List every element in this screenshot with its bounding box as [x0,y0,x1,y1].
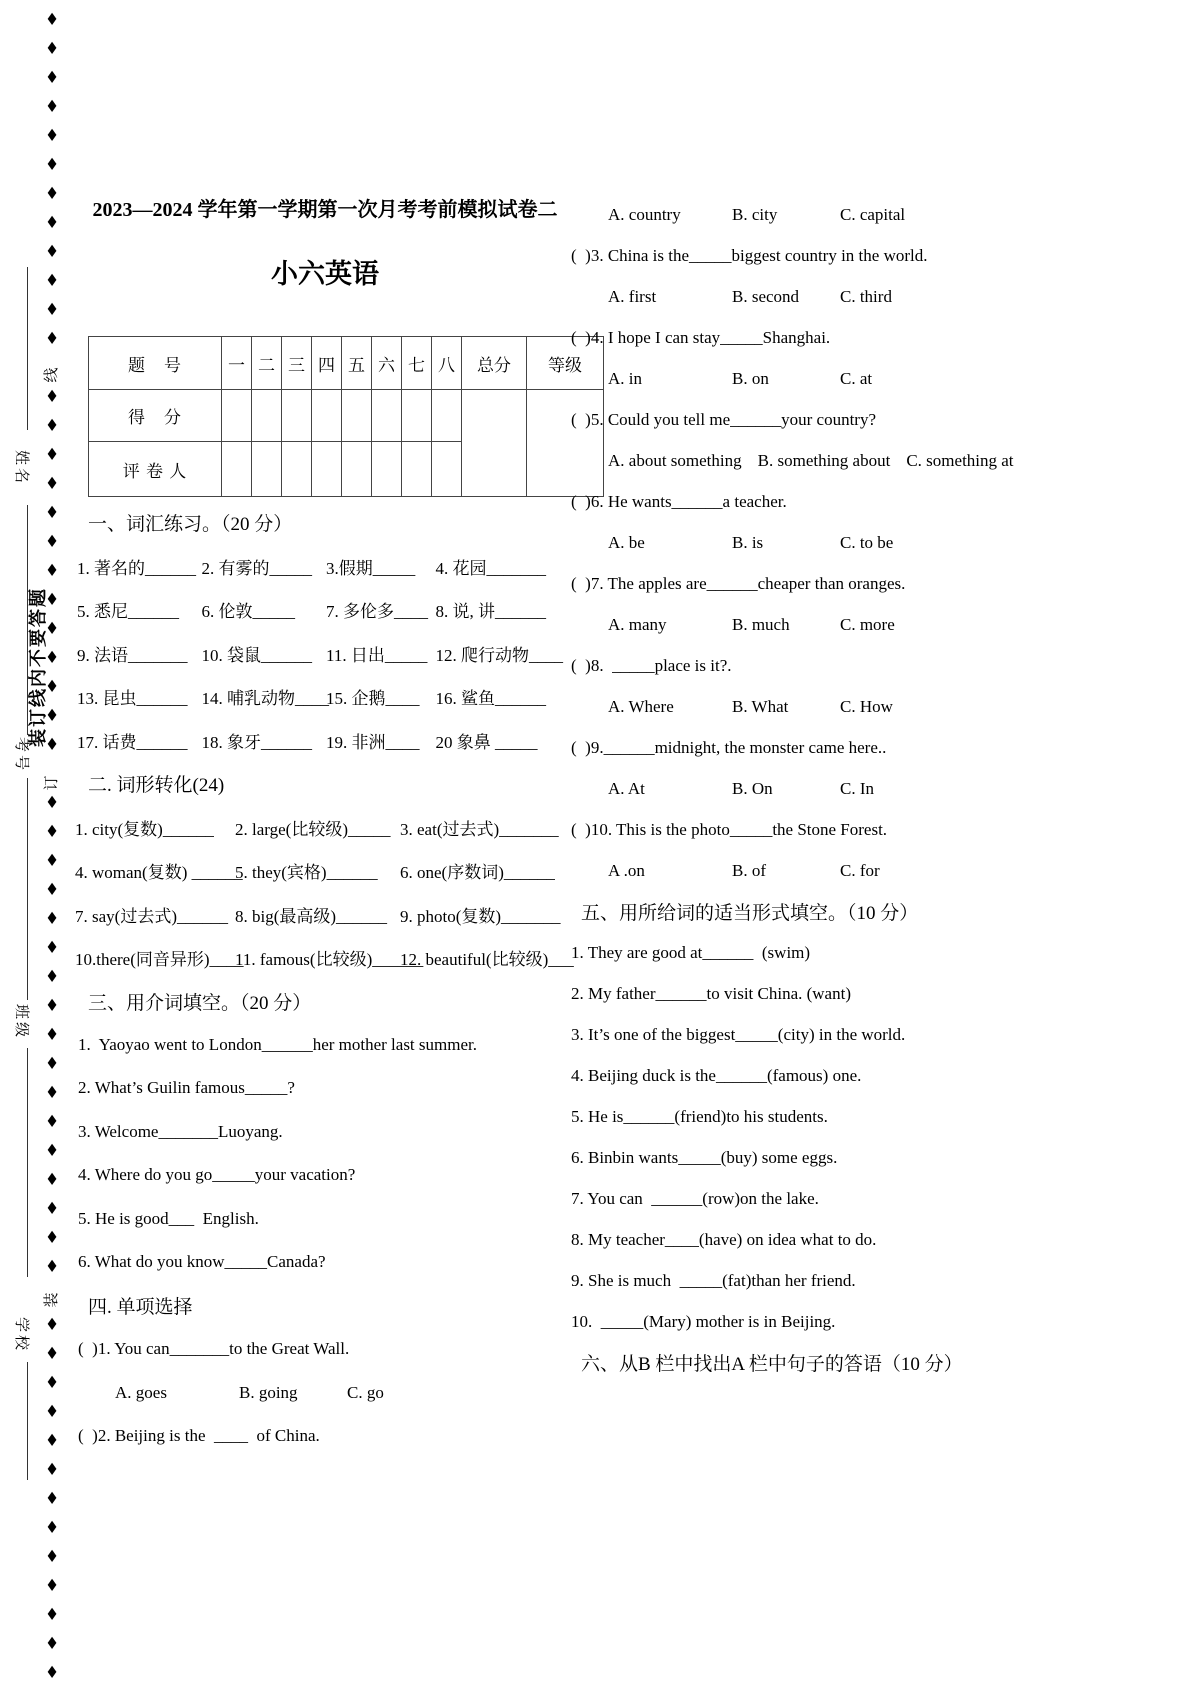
score-cell [252,390,282,442]
score-row-label: 得 分 [89,390,222,442]
binding-diamond-icon: ◆ [47,1199,57,1216]
score-cell [252,442,282,497]
score-table-header-cell: 八 [432,337,462,390]
binding-diamond-icon: ◆ [47,1634,57,1651]
question-line: 7. You can ______(row)on the lake. [571,1188,819,1208]
question-line: 3. Welcome_______Luoyang. [78,1121,283,1141]
mcq-stem: ( )9.______midnight, the monster came here.. [571,737,887,757]
vocab-row [75,545,575,589]
binding-diamond-icon: ◆ [47,474,57,491]
binding-diamond-icon: ◆ [47,909,57,926]
option: A. in [608,368,642,388]
score-table-header-cell: 三 [282,337,312,390]
mcq-stem: ( )3. China is the_____biggest country in the world. [571,245,928,265]
score-row-label: 评 卷 人 [89,442,222,497]
option: B. is [732,532,764,552]
blank-item: 9. photo(复数)_______ [400,906,561,926]
binding-diamond-icon: ◆ [47,416,57,433]
score-cell [342,442,372,497]
score-cell [222,390,252,442]
option: A. country [608,204,681,224]
section-heading: 五、用所给词的适当形式填空。（10 分） [581,903,919,924]
mcq-stem: ( )5. Could you tell me______your country? [571,409,877,429]
score-cell [312,442,342,497]
fold-writing-line [27,505,28,735]
score-table-header-cell: 四 [312,337,342,390]
binding-diamond-icon: ◆ [47,1518,57,1535]
option: A. first [608,286,657,306]
binding-diamond-icon: ◆ [47,1402,57,1419]
score-cell [432,390,462,442]
option: A. At [608,778,645,798]
question-line: 3. It’s one of the biggest_____(city) in the world. [571,1024,906,1044]
binding-diamond-icon: ◆ [47,1170,57,1187]
option: C. more [840,614,895,634]
binding-diamond-icon: ◆ [47,1025,57,1042]
options-row [568,604,1038,645]
blank-item: 19. 非洲____ [326,732,420,752]
wordform-row [75,936,575,980]
section-heading: 六、从B 栏中找出A 栏中句子的答语（10 分） [581,1354,963,1375]
option: B. On [732,778,773,798]
blank-item: 11. 日出_____ [326,645,428,665]
option: C. at [840,368,873,388]
binding-diamond-icon: ◆ [47,184,57,201]
blank-item: 14. 哺乳动物____ [201,689,329,709]
blank-item: 10. 袋鼠______ [201,645,312,665]
blank-item: 3.假期_____ [326,558,416,578]
binding-diamond-icon: ◆ [47,1576,57,1593]
binding-diamond-icon: ◆ [47,880,57,897]
blank-item: 13. 昆虫______ [77,689,188,709]
binding-notice: 装订线内不要答题 [28,587,48,747]
binding-diamond-icon: ◆ [47,1112,57,1129]
binding-diamond-icon: ◆ [47,648,57,665]
blank-item: 7. say(过去式)______ [75,906,228,926]
binding-margin [0,0,70,1684]
mcq-stem: ( )7. The apples are______cheaper than oranges. [571,573,906,593]
question-line: 6. Binbin wants_____(buy) some eggs. [571,1147,838,1167]
section-heading: 四. 单项选择 [88,1297,193,1319]
blank-item: 9. 法语_______ [77,645,188,665]
options-row [568,194,1038,235]
binding-diamond-icon: ◆ [47,677,57,694]
binding-diamond-icon: ◆ [47,561,57,578]
option: A. about something [608,450,742,470]
blank-item: 16. 鲨鱼______ [435,689,547,709]
binding-diamond-icon: ◆ [47,793,57,810]
blank-item: 10.there(同音异形)____ [75,950,244,970]
vocab-row [75,719,575,763]
binding-diamond-icon: ◆ [47,735,57,752]
option: C. third [840,286,892,306]
question-line: 4. Where do you go_____your vacation? [78,1165,356,1185]
option: B. second [732,286,800,306]
binding-line-char: 线 [44,367,60,383]
binding-diamond-icon: ◆ [47,619,57,636]
question-line: 1. They are good at______ (swim) [571,942,811,962]
wordform-row [75,806,575,850]
binding-line-char: 装 [44,1292,60,1308]
blank-item: 6. 伦敦_____ [201,602,295,622]
binding-diamond-icon: ◆ [47,1663,57,1680]
binding-diamond-icon: ◆ [47,1228,57,1245]
binding-diamond-icon: ◆ [47,329,57,346]
binding-diamond-icon: ◆ [47,1257,57,1274]
binding-diamond-icon: ◆ [47,996,57,1013]
section-heading: 三、用介词填空。（20 分） [88,992,312,1014]
options-row [75,1371,575,1415]
binding-diamond-icon: ◆ [47,213,57,230]
blank-item: 4. 花园_______ [435,558,547,578]
wordform-row [75,849,575,893]
binding-diamond-icon: ◆ [47,126,57,143]
score-cell [372,442,402,497]
mcq-stem: ( )4. I hope I can stay_____Shanghai. [571,327,831,347]
option: A. goes [115,1382,167,1402]
blank-item: 5. they(宾格)______ [235,863,378,883]
score-table-header-cell: 一 [222,337,252,390]
blank-item: 3. eat(过去式)_______ [400,819,559,839]
score-cell [402,390,432,442]
mcq-stem: ( )10. This is the photo_____the Stone Forest. [571,819,888,839]
binding-diamond-icon: ◆ [47,532,57,549]
options-row [568,522,1038,563]
blank-item: 20 象鼻 _____ [435,732,538,752]
question-line: 8. My teacher____(have) on idea what to do. [571,1229,877,1249]
left-column [75,192,582,1458]
blank-item: 2. large(比较级)_____ [235,819,391,839]
binding-diamond-icon: ◆ [47,1141,57,1158]
option: A. Where [608,696,674,716]
binding-diamond-icon: ◆ [47,242,57,259]
score-cell [402,442,432,497]
option: C. How [840,696,893,716]
wordform-row [75,893,575,937]
blank-item: 1. 著名的______ [77,558,196,578]
option: B. of [732,860,766,880]
option: B. What [732,696,789,716]
score-cell [432,442,462,497]
fold-label: 学校 [13,1316,29,1353]
mcq-stem: ( )1. You can_______to the Great Wall. [78,1339,350,1359]
score-table-header-cell: 总分 [462,337,527,390]
section-heading: 二. 词形转化(24) [88,775,225,797]
blank-item: 6. one(序数词)______ [400,863,555,883]
blank-item: 8. 说, 讲______ [435,602,547,622]
question-line: 2. What’s Guilin famous_____? [78,1078,295,1098]
binding-diamond-icon: ◆ [47,97,57,114]
options-row [568,686,1038,727]
fold-writing-line [27,1362,28,1480]
blank-item: 4. woman(复数) ______ [75,863,243,883]
binding-diamond-icon: ◆ [47,387,57,404]
mcq-stem: ( )8. _____place is it?. [571,655,732,675]
mcq-stem: ( )6. He wants______a teacher. [571,491,787,511]
binding-diamond-icon: ◆ [47,1373,57,1390]
option: B. something about [757,450,891,470]
vocab-row [75,632,575,676]
options-row [568,768,1038,809]
question-line: 5. He is______(friend)to his students. [571,1106,828,1126]
left-column-lines [75,501,575,1458]
score-cell [372,390,402,442]
binding-diamond-icon: ◆ [47,1083,57,1100]
question-line: 9. She is much _____(fat)than her friend. [571,1270,856,1290]
option: C. something at [906,450,1014,470]
score-table-title-cell: 题 号 [89,337,222,390]
fold-writing-line [27,267,28,430]
option: A. be [608,532,645,552]
binding-diamond-icon: ◆ [47,851,57,868]
binding-diamond-icon: ◆ [47,590,57,607]
score-cell [222,442,252,497]
binding-diamond-icon: ◆ [47,706,57,723]
score-table-header-cell: 二 [252,337,282,390]
score-table-header-cell: 等级 [527,337,604,390]
fold-writing-line [27,1048,28,1277]
blank-item: 18. 象牙______ [201,732,312,752]
option: C. go [347,1382,384,1402]
option: C. capital [840,204,906,224]
binding-diamond-icon: ◆ [47,1460,57,1477]
score-table-header-cell: 六 [372,337,402,390]
binding-line-char: 订 [44,775,60,791]
question-line: 1. Yaoyao went to London______her mother last summer. [78,1034,477,1054]
option: C. In [840,778,874,798]
binding-diamond-icon: ◆ [47,1431,57,1448]
fold-label: 考号 [13,736,29,773]
right-column [568,190,1038,1383]
score-table-header-cell: 七 [402,337,432,390]
option: C. for [840,860,880,880]
binding-diamond-icon: ◆ [47,938,57,955]
blank-item: 15. 企鹅____ [326,689,420,709]
binding-diamond-icon: ◆ [47,68,57,85]
binding-diamond-icon: ◆ [47,10,57,27]
option: B. on [732,368,769,388]
binding-diamond-icon: ◆ [47,822,57,839]
binding-diamond-icon: ◆ [47,1605,57,1622]
score-cell [282,442,312,497]
binding-diamond-icon: ◆ [47,300,57,317]
score-cell [282,390,312,442]
blank-item: 1. city(复数)______ [75,819,214,839]
exam-title: 2023—2024 学年第一学期第一次月考考前模拟试卷二 [92,199,558,221]
options-row [568,276,1038,317]
blank-item: 7. 多伦多____ [326,602,428,622]
option: A. many [608,614,667,634]
binding-diamond-icon: ◆ [47,503,57,520]
options-row [568,358,1038,399]
binding-diamond-icon: ◆ [47,271,57,288]
option: A .on [608,860,645,880]
binding-diamond-icon: ◆ [47,1344,57,1361]
fold-label: 班级 [13,1003,29,1040]
vocab-row [75,675,575,719]
binding-diamond-icon: ◆ [47,1489,57,1506]
blank-item: 12. beautiful(比较级)___ [400,950,574,970]
binding-diamond-icon: ◆ [47,39,57,56]
blank-item: 12. 爬行动物____ [435,645,564,665]
exam-subtitle: 小六英语 [271,259,379,289]
score-total-cell [462,390,527,497]
blank-item: 8. big(最高级)______ [235,906,388,926]
binding-diamond-icon: ◆ [47,445,57,462]
blank-item: 2. 有雾的_____ [201,558,312,578]
score-table-header-row [89,337,604,390]
option: B. much [732,614,790,634]
question-line: 5. He is good___ English. [78,1208,259,1228]
fold-writing-line [27,778,28,1000]
question-line: 4. Beijing duck is the______(famous) one. [571,1065,862,1085]
question-line: 10. _____(Mary) mother is in Beijing. [571,1311,836,1331]
question-line: 2. My father______to visit China. (want) [571,983,851,1003]
binding-diamond-icon: ◆ [47,1315,57,1332]
binding-diamond-icon: ◆ [47,155,57,172]
blank-item: 5. 悉尼______ [77,602,179,622]
option: C. to be [840,532,894,552]
binding-diamond-icon: ◆ [47,967,57,984]
options-row [568,850,1038,891]
score-cell [312,390,342,442]
score-table-header-cell: 五 [342,337,372,390]
option: B. city [732,204,778,224]
options-row [568,440,1038,481]
score-table-score-row [89,390,604,442]
option: B. going [239,1382,298,1402]
score-cell [342,390,372,442]
vocab-row [75,588,575,632]
question-line: 6. What do you know_____Canada? [78,1252,326,1272]
blank-item: 11. famous(比较级)______ [235,950,424,970]
mcq-stem: ( )2. Beijing is the ____ of China. [78,1426,320,1446]
score-table [88,336,604,497]
fold-label: 姓名 [13,449,29,486]
right-column-lines [568,194,1038,1383]
binding-diamond-icon: ◆ [47,1547,57,1564]
section-heading: 一、词汇练习。（20 分） [88,514,293,536]
binding-diamond-icon: ◆ [47,1054,57,1071]
blank-item: 17. 话费______ [77,732,188,752]
